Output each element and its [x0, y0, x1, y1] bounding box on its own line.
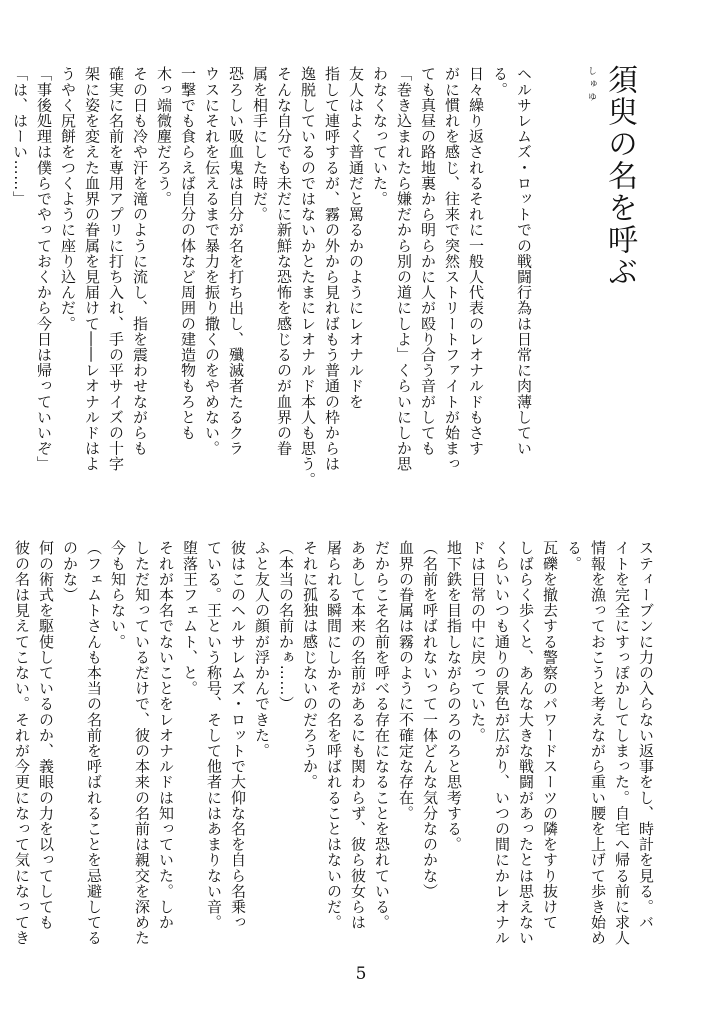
text-line: うやく尻餅をつくように座り込んだ。	[59, 66, 77, 332]
text-line: 属を相手にした時だ。	[251, 66, 269, 222]
text-line: 血界の眷属は霧のように不確定な存在。	[397, 540, 415, 821]
text-line: （フェムトさんも本当の名前を呼ばれることを忌避してる	[85, 540, 103, 946]
text-line: 「巻き込まれたら嫌だから別の道にしよ」くらいにしか思	[395, 66, 413, 472]
text-line: その日も冷や汗を滝のように流し、指を震わせながらも	[131, 66, 149, 456]
text-line: 「事後処理は僕らでやっておくから今日は帰っていいぞ」	[35, 66, 53, 472]
page-number: 5	[355, 964, 367, 984]
text-line: 堕落王フェムト、と。	[181, 540, 199, 696]
text-line: 彼の名は見えてこない。それが今更になって気になってき	[13, 540, 31, 946]
text-line: 恐ろしい吸血鬼は自分が名を打ち出し、殲滅者たるクラ	[227, 66, 245, 456]
text-line: る。	[565, 540, 583, 572]
text-line: くらいいつも通りの景色が広がり、いつの間にかレオナル	[493, 540, 511, 946]
text-line: ドは日常の中に戻っていた。	[469, 540, 487, 743]
text-line: わなくなっていた。	[371, 66, 389, 207]
text-line: 情報を漁っておこうと考えながら重い腰を上げて歩き始め	[589, 540, 607, 946]
text-line: 指して連呼するが、霧の外から見ればもう普通の枠からは	[323, 66, 341, 472]
text-line: （本当の名前かぁ……）	[277, 540, 295, 712]
text-line: スティーブンに力の入らない返事をし、時計を見る。バ	[637, 540, 655, 930]
chapter-title: 須臾の名を呼ぶ	[602, 64, 637, 288]
text-line: 地下鉄を目指しながらのろのろと思考する。	[445, 540, 463, 852]
text-line: 友人はよく普通だと罵るかのようにレオナルドを	[347, 66, 365, 410]
text-line: だからこそ名前を呼べる存在になることを恐れている。	[373, 540, 391, 930]
text-line: のかな）	[61, 540, 79, 603]
text-line: 屠られる瞬間にしかその名を呼ばれることはないのだ。	[325, 540, 343, 930]
text-line: ヘルサレムズ・ロットでの戦闘行為は日常に肉薄してい	[515, 66, 533, 456]
text-line: 「は、はーい……」	[11, 66, 29, 207]
text-line: 木っ端微塵だろう。	[155, 66, 173, 207]
text-line: ても真昼の路地裏から明らかに人が殴り合う音がしても	[419, 66, 437, 456]
text-line: る。	[491, 66, 509, 98]
text-line: ふと友人の顔が浮かんできた。	[253, 540, 271, 759]
text-line: ている。王という称号、そして他者にはあまりない音。	[205, 540, 223, 930]
text-line: （名前を呼ばれないって一体どんな気分なのかな）	[421, 540, 439, 899]
text-line: 彼はこのヘルサレムズ・ロットで大仰な名を自ら名乗っ	[229, 540, 247, 930]
text-line: イトを完全にすっぽかしてしまった。自宅へ帰る前に求人	[613, 540, 631, 946]
text-line: 瓦礫を撤去する警察のパワードスーツの隣をすり抜けて	[541, 540, 559, 930]
top-text-block	[8, 66, 536, 486]
text-line: 逸脱しているのではないかとたまにレオナルド本人も思う。	[299, 66, 317, 488]
text-line: それが本名でないことをレオナルドは知っていた。しか	[157, 540, 175, 930]
title-ruby: しゅゆ	[586, 66, 596, 105]
text-line: 何の術式を駆使しているのか、義眼の力を以ってしても	[37, 540, 55, 930]
text-line: 架に姿を変えた血界の眷属を見届けて――レオナルドはよ	[83, 66, 101, 472]
text-line: ああして本来の名前があるにも関わらず、彼ら彼女らは	[349, 540, 367, 930]
text-line: 日々繰り返されるそれに一般人代表のレオナルドもさす	[467, 66, 485, 456]
text-line: 今も知らない。	[109, 540, 127, 650]
text-line: 一撃でも食らえば自分の体など周囲の建造物もろとも	[179, 66, 197, 441]
bottom-text-block	[10, 540, 658, 950]
text-line: がに慣れを感じ、往来で突然ストリートファイトが始まっ	[443, 66, 461, 472]
text-line: しばらく歩くと、あんな大きな戦闘があったとは思えない	[517, 540, 535, 946]
text-line: そんな自分でも未だに新鮮な恐怖を感じるのが血界の眷	[275, 66, 293, 456]
text-line: しただ知っているだけで、彼の本来の名前は親交を深めた	[133, 540, 151, 946]
text-line: 確実に名前を専用アプリに打ち入れ、手の平サイズの十字	[107, 66, 125, 472]
text-line: ウスにそれを伝えるまで暴力を振り撒くのをやめない。	[203, 66, 221, 456]
text-line: それに孤独は感じないのだろうか。	[301, 540, 319, 790]
